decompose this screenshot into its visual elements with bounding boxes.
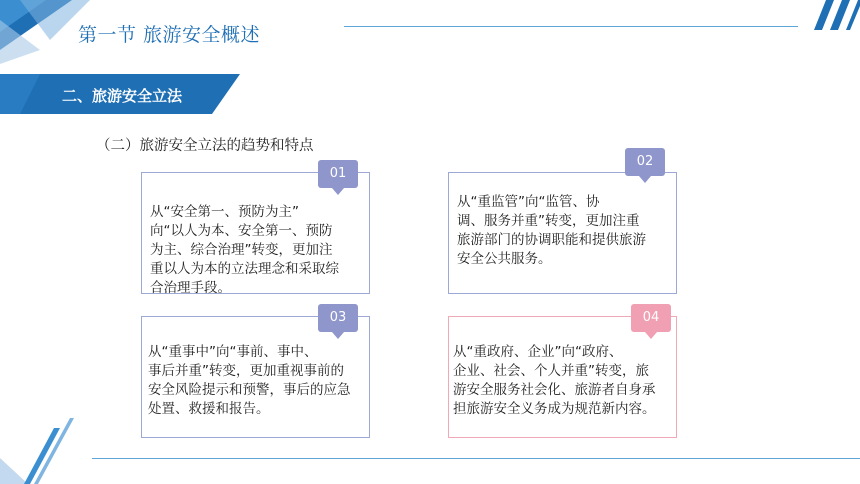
card-text: 从“重政府、企业”向“政府、 企业、社会、个人并重”转变，旅 游安全服务社会化、旅游者自身承 担旅游安全义务成为规范新内容。 (453, 344, 656, 417)
title-divider (344, 26, 798, 27)
card-number-badge: 02 (625, 148, 665, 176)
card-text: 从“重事中”向“事前、事中、 事后并重”转变，更加重视事前的 安全风险提示和预警，事后的应急 处置、救援和报告。 (148, 344, 351, 417)
card-text: 从“重监管”向“监管、协 调、服务并重”转变，更加注重 旅游部门的协调职能和提供旅游 安全公共服务。 (457, 194, 646, 267)
card-number-badge: 01 (318, 160, 358, 188)
corner-decoration-bottom-left (0, 398, 80, 484)
section-title: 二、旅游安全立法 (62, 87, 183, 105)
corner-decoration-top-left (0, 0, 90, 64)
card-number-badge: 04 (631, 304, 671, 332)
card-04 (448, 316, 677, 438)
page-title: 第一节 旅游安全概述 (78, 24, 261, 46)
card-text: 从“安全第一、预防为主” 向“以人为本、安全第一、预防 为主、综合治理”转变，更加注 重以人为本的立法理念和采取综 合治理手段。 (150, 204, 339, 296)
bottom-divider (92, 458, 860, 459)
stripes-decoration-top-right (804, 0, 860, 30)
card-02 (448, 172, 677, 294)
card-number-badge: 03 (318, 304, 358, 332)
subheading: （二）旅游安全立法的趋势和特点 (96, 138, 314, 154)
